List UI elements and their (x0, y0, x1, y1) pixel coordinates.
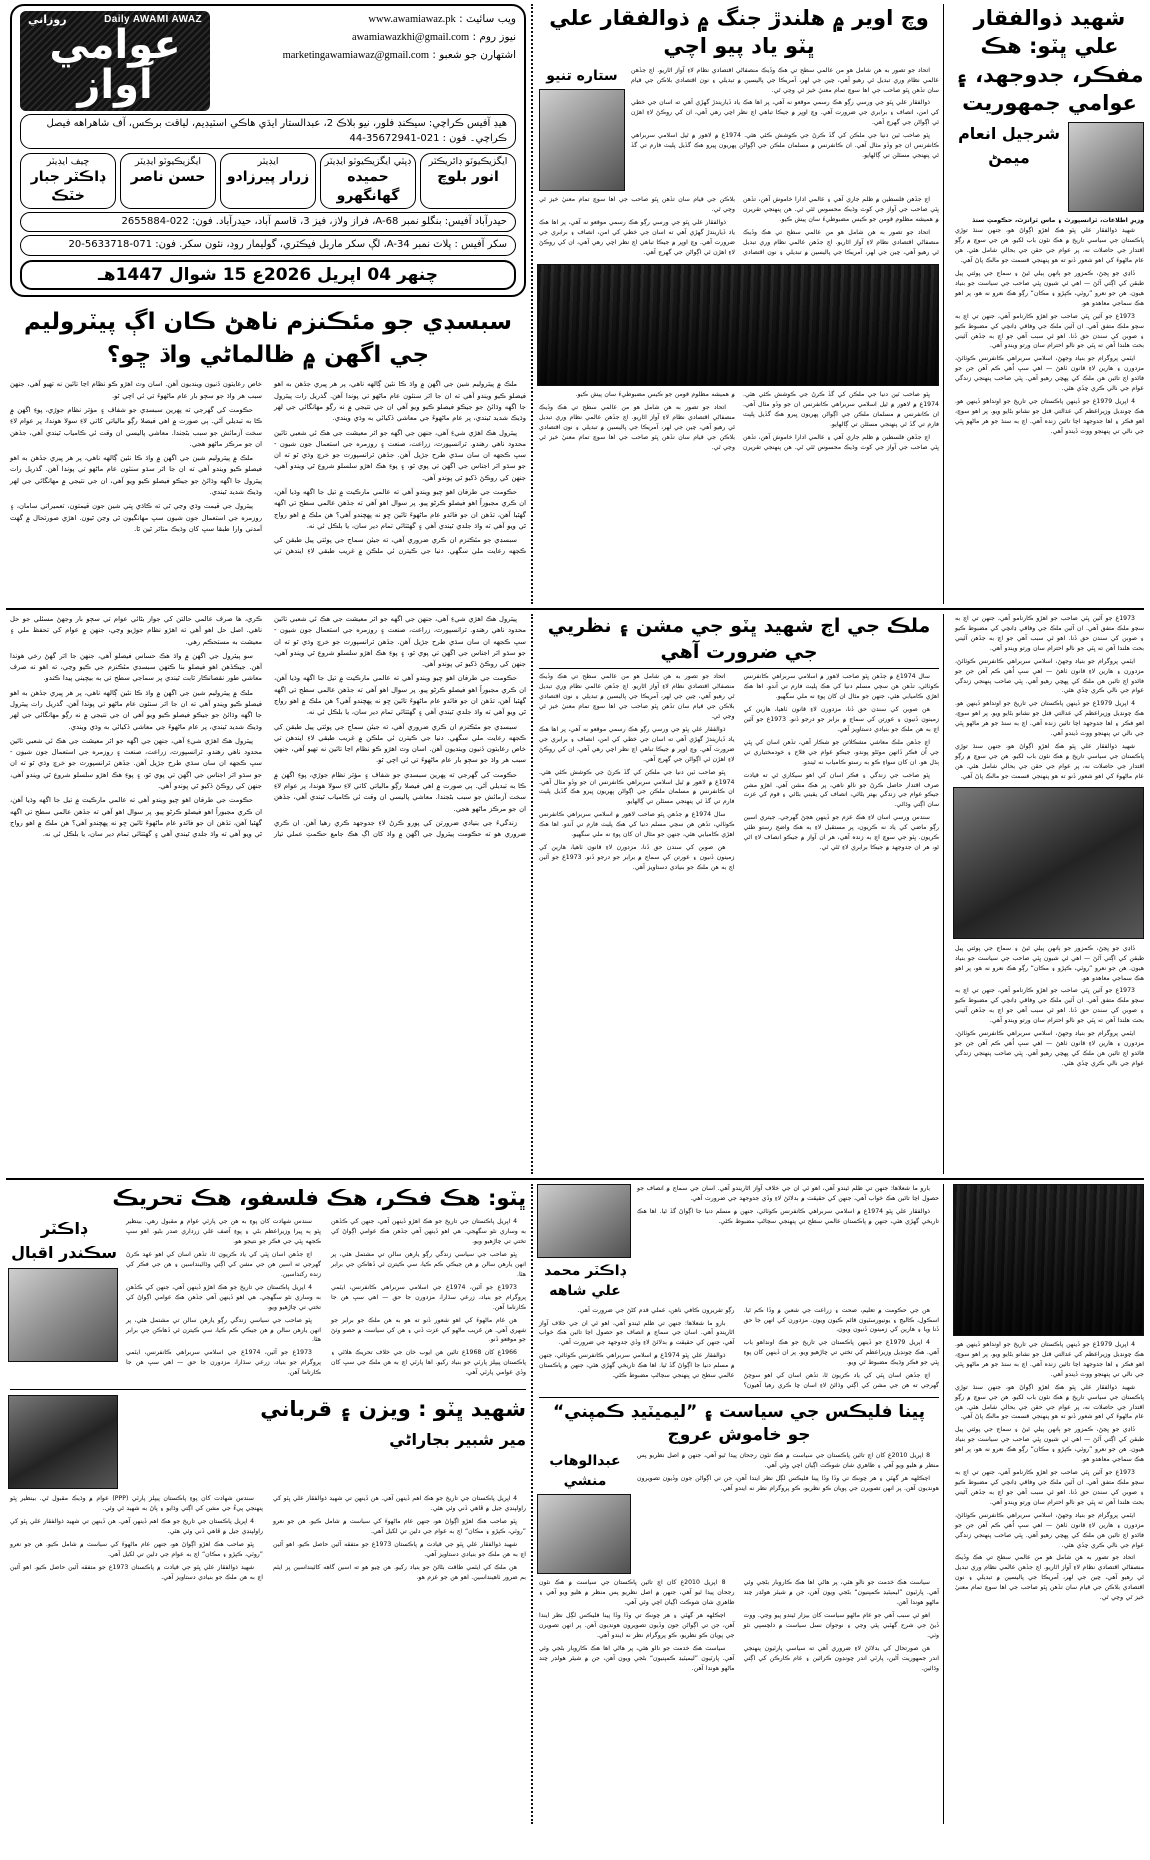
masthead (10, 4, 526, 297)
rule-vertical (943, 4, 945, 604)
article-left-1-author-title: وزيرِ اطلاعات، ٽرانسپورٽ ۽ ماس ٽرانزٽ، حڪومتِ سنڌ (972, 217, 1144, 225)
article-bhutto-fikr-body: 4 اپريل پاڪستان جي تاريخ جو هڪ اهڙو ڏينهن آهي، جنهن کي ڪڏهن به وساري نٿو سگهجي. هي اهو ڏينهن آهي جڏهن هڪ عوامي اڳواڻ کي تختي تي چاڙهيو ويو. ڀٽو صاحب جي سياسي زندگي رڳو يارهن سالن تي مشتمل هئي، پر انهن يارهن سالن ۾ هن جيڪي ڪم ڪيا، سي ڪيترن ئي ڏهاڪن جي برابر هئا. 1973ع جو آئين، 1974ع جي اسلامي سربراهي ڪانفرنس، ايٽمي پروگرام جو بنياد، زرعي سڌارا، مزدورن جا حق — اهي سڀ هن جا ڪارناما آهن. هن عام ماڻهوءَ کي اهو شعور ڏنو ته هو به هن ملڪ جو برابر جو شهري آهي. هن غريب ماڻهو کي عزت ڏني ۽ هن کي سياست ۾ حصو وٺڻ جو موقعو ڏنو. 1966ع کان 1968ع تائين هن ايوب خان جي خلاف تحريڪ هلائي ۽ پاڪستان پيپلز پارٽي جو بنياد رکيو. اها پارٽي اڄ به هن ملڪ جي سڀ کان وڏي عوامي پارٽي آهي. سندس شهادت کان پوءِ به هن جي پارٽي عوام ۾ مقبول رهي. بينظير ڀٽو ٻه ڀيرا وزيراعظم بڻي ۽ پوءِ آصف علي زرداري صدر بڻيو. اهو سڀ ڪجهه ڀٽي جي فڪر جو نتيجو هو. اڄ جڏهن اسان ڀٽي کي ياد ڪريون ٿا، تڏهن اسان کي اهو عهد ڪرڻ گهرجي ته اسين هن جي مشن کي اڳتي وڌائينداسين ۽ هن جي فڪر کي زنده رکنداسين. 4 اپريل پاڪستان جي تاريخ جو هڪ اهڙو ڏينهن آهي، جنهن کي ڪڏهن به وساري نٿو سگهجي. هي اهو ڏينهن آهي جڏهن هڪ عوامي اڳواڻ کي تختي تي چاڙهيو ويو. ڀٽو صاحب جي سياسي زندگي رڳو يارهن سالن تي مشتمل هئي، پر انهن يارهن سالن ۾ هن جيڪي ڪم ڪيا، سي ڪيترن ئي ڏهاڪن جي برابر هئا. 1973ع جو آئين، 1974ع جي اسلامي سربراهي ڪانفرنس، ايٽمي پروگرام جو بنياد، زرعي سڌارا، مزدورن جا حق — اهي سڀ هن جا ڪارناما آهن. (126, 1218, 526, 1377)
masthead-contacts: ويب سائيٽ : www.awamiawaz.pk نيوز روم : awamiawazkhi@gmail.com اشتهارن جو شعبو : marketingawamiawaz@gmail.com (218, 11, 516, 64)
column-lead-cont (6, 614, 526, 1174)
address-sukkur: سکر آفيس : پلاٽ نمبر A-34، لڳ سکر ماربل فيڪٽري، گوليمار روڊ، نئون سکر. فون: 071-5633718-20 (20, 235, 516, 256)
author-photo-bajarani (8, 1395, 118, 1489)
article-shaheed-qurbani-body: 4 اپريل پاڪستان جي تاريخ جو هڪ اهم ڏينهن آهي. هن ڏينهن تي شهيد ذوالفقار علي ڀٽو کي راولپنڊي جيل ۾ ڦاهي ڏني وئي هئي. ڀٽو صاحب هڪ اهڙو اڳواڻ هو، جنهن عام ماڻهوءَ کي سياست ۾ شامل ڪيو. هن جو نعرو ”روٽي، ڪپڙو ۽ مڪان“ اڄ به عوام جي دلين تي لکيل آهي. شهيد ذوالفقار علي ڀٽو جي قيادت ۾ پاڪستان 1973ع جو متفقه آئين حاصل ڪيو. اهو آئين اڄ به هن ملڪ جو بنيادي دستاويز آهي. هن ملڪ کي ايٽمي طاقت بڻائڻ جو بنياد رکيو. هن چيو هو ته اسين گاهه کائينداسين پر ايٽم بم ضرور ٺاهينداسين. اهو هن جو عزم هو. سندس شهادت کان پوءِ پاڪستان پيپلز پارٽي (PPP) عوام ۾ وڌيڪ مقبول ٿي. بينظير ڀٽو پنهنجي پيءُ جي مشن کي اڳتي وڌايو ۽ پاڻ به شهيد ٿي وئي. 4 اپريل پاڪستان جي تاريخ جو هڪ اهم ڏينهن آهي. هن ڏينهن تي شهيد ذوالفقار علي ڀٽو کي راولپنڊي جيل ۾ ڦاهي ڏني وئي هئي. ڀٽو صاحب هڪ اهڙو اڳواڻ هو، جنهن عام ماڻهوءَ کي سياست ۾ شامل ڪيو. هن جو نعرو ”روٽي، ڪپڙو ۽ مڪان“ اڄ به عوام جي دلين تي لکيل آهي. شهيد ذوالفقار علي ڀٽو جي قيادت ۾ پاڪستان 1973ع جو متفقه آئين حاصل ڪيو. اهو آئين اڄ به هن ملڪ جو بنيادي دستاويز آهي. (10, 1495, 526, 1581)
column-right-low (6, 1184, 526, 1824)
rule-vertical-3 (943, 1184, 945, 1824)
column-mid-left (539, 614, 939, 1174)
article-dr-ali-shah-author: ڊاڪٽر محمد علي شاهه (544, 1263, 626, 1300)
author-photo-ali-shah (537, 1184, 631, 1258)
photo-rally-crowd (953, 1184, 1144, 1336)
article-pfizer-headline: پينا فليڪس جي سياست ۽ ”ليميٽيڊ ڪمپني“ جو خاموش عروج (552, 1401, 926, 1445)
rule-dotted (531, 4, 534, 604)
editor-exec-director: ايگزيڪيوٽو ڊائريڪٽر انور بلوچ (420, 153, 516, 209)
logo-english: Daily AWAMI AWAZ (104, 13, 202, 25)
editor-editor: ايڊيٽر زرار پيرزادو (220, 153, 316, 209)
rule-dotted-2 (531, 614, 534, 1174)
article-left-1-author: شرجيل انعام ميمڻ (958, 124, 1060, 167)
article-left-1-body-cont2: ڏاڍي جو ڀڃڻ، ڪمزور جو ٻانهن ٻيلي ٿيڻ ۽ سماج جي پوئتي پيل طبقن کي اڳتي آڻڻ — اهي ئي شيون ڀٽي صاحب جي سياست جو بنياد هيون. هن جو نعرو ”روٽي، ڪپڙو ۽ مڪان“ رڳو هڪ نعرو نه هو، پر اهو هڪ سماجي معاهدو هو. 1973ع جو آئين ڀٽي صاحب جو اهڙو ڪارنامو آهي، جنهن تي اڄ به سڄو ملڪ متفق آهي. ان آئين ملڪ جي وفاقي ڍانچي کي مضبوط ڪيو ۽ صوبن کي سندن حق ڏنا. اهو ئي سبب آهي جو اڄ به جڏهن آئيني بحث هلندا آهن ته ڀٽي جو نالو احترام سان ورتو ويندو آهي. ايٽمي پروگرام جو بنياد وجهڻ، اسلامي سربراهي ڪانفرنس ڪوٺائڻ، مزدورن ۽ هارين لاءِ قانون ٺاهڻ — اهي سڀ اُهي ڪم آهن جن جو فائدو اڄ تائين هن ملڪ کي پهچي رهيو آهي. ڀٽي صاحب پنهنجي زندگي عوام جي نالي ڪري ڇڏي هئي. (955, 944, 1144, 1067)
article-dr-ali-shah-lead: بارو ما شعلاها: جنهن تي ظلم ٿيندو آهي، اهو ئي ان جي خلاف آواز اٿاريندو آهي. اسان جي سماج ۾ انصاف جو حصول اڃا تائين هڪ خواب آهي، جنهن کي حقيقت ۾ بدلائڻ لاءِ وڏي جدوجهد جي ضرورت آهي. ذوالفقار علي ڀٽو 1974ع ۾ اسلامي سربراهي ڪانفرنس ڪوٺائي، جنهن ۾ مسلم دنيا جا اڳواڻ گڏ ٿيا. اها هڪ تاريخي گهڙي هئي، جنهن ۾ پاڪستان عالمي سطح تي پنهنجي سڃاڻپ مضبوط ڪئي. (637, 1185, 939, 1225)
divider-top-band (6, 608, 1144, 610)
column-dr-ali-shah (539, 1184, 939, 1824)
author-photo-sikandar-iqbal (8, 1268, 118, 1362)
contact-value-news[interactable]: awamiawazkhi@gmail.com (351, 31, 470, 43)
editor-exec-editor: ايگزيڪيوٽو ايڊيٽر حسن ناصر (120, 153, 216, 209)
masthead-logo (20, 11, 210, 111)
article-shaheed-qurbani-author: مير شبير بجاراڻي (389, 1429, 526, 1449)
editor-deputy-exec: ڊپٽي ايگزيڪيوٽو ايڊيٽر حميده گهانگهرو (320, 153, 416, 209)
editor-chief: چيف ايڊيٽر ڊاڪٽر جبار خٽڪ (20, 153, 116, 209)
rule-dotted-3 (531, 1184, 534, 1824)
lead-body-cont: پيٽرول هڪ اهڙي شيءِ آهي، جنهن جي اگهه جو اثر معيشت جي هڪ ئي شعبي تائين محدود ناهي رهندو. ٽرانسپورٽ، زراعت، صنعت ۽ روزمره جي استعمال جون شيون - سڀ ڪجهه ان سان سڌي طرح جڙيل آهن. جڏهن ٽرانسپورٽ جو خرچ وڌي ٿو ته ان جو سڌو اثر اجناس جي اگهن تي پوي ٿو، ۽ پوءِ هڪ اهڙو سلسلو شروع ٿي ويندو آهي، جنهن کي روڪڻ ڏکيو ٿي پوندو آهي. حڪومت جي طرفان اهو چيو ويندو آهي ته عالمي مارڪيٽ ۾ تيل جا اگهه وڌيا آهن، ان ڪري مجبوراً اهو فيصلو ڪرڻو پيو. پر سوال اهو آهي ته جڏهن عالمي سطح تي اگهه گهٽبا آهن، تڏهن ان جو فائدو عام ماڻهوءَ تائين ڇو نه پهچندو آهي؟ هن ملڪ ۾ اهو رواج ٿي ويو آهي ته واڌ جلدي ٿيندي آهي ۽ گهٽتائي تمام دير سان، يا بلڪل ئي نه. سبسڊي جو مئڪنزم ان ڪري ضروري آهي، ته جيئن سماج جي پوئتي پيل طبقن کي ڪجهه رعايت ملي سگهي. دنيا جي ڪيترن ئي ملڪن ۾ غريب طبقي لاءِ ايندھن تي خاص رعايتون ڏنيون وينديون آهن. اسان وٽ اهڙو ڪو نظام اڃا تائين نه ٺهيو آهي، جنهن سبب هر واڌ جو سڄو بار عام ماڻهوءَ تي ئي اچي ٿو. حڪومت کي گهرجي ته پهرين سبسڊي جو شفاف ۽ مؤثر نظام جوڙي، پوءِ اگهن ۾ ڪا به تبديلي آڻي. ٻي صورت ۾ اهي فيصلا رڳو مالياتي کاتي لاءِ سولا هوندا، پر عوام لاءِ سخت آزمائش جو سبب بڻجندا. معاشي پاليسي ان وقت ئي ڪامياب ٿيندي آهي، جڏهن ان جو مرڪز ماڻهو هجي. زندگيءَ جي بنيادي ضرورتن کي پورو ڪرڻ لاءِ جدوجهد ڪري رهيا آهن. ان ڪري ضروري هو ته حڪومت پيٽرول جي اگهن ۾ واڌ کان اڳ هڪ جامع حڪمتِ عملي تيار ڪري، ها صرف عالمي حالتن کي جواز بڻائي عوام تي سڄو بار وجهڻ مسئلي جو حل ناهي. اصل حل اهو آهي ته اهڙو نظام جوڙيو وڃي، جنهن ۾ عوام کي تحفظ ملي ۽ معيشت به مستحڪم رهي. سو پيٽرول جي اگهن ۾ واڌ هڪ حساس فيصلو آهي، جنهن جا اثر گهڻ رخي هوندا آهن. جيڪڏهن اهو فيصلو بنا ڪنهن سبسڊي مئڪنزم جي ڪيو وڃي، ته اهو نه صرف معاشي طور نقصانڪار ثابت ٿيندي پر سماجي سطح تي به بيچيني پيدا ڪندو. ملڪ ۾ پيٽروليم شين جي اگهن ۾ واڌ ڪا نئين ڳالهه ناهي، پر هر ڀيري جڏهن به اهو فيصلو ڪيو ويندو آهي ته ان جا اثر سنئون عام ماڻهو تي پوندا آهن. گذريل رات پيٽرول جا اگهه وڌائڻ جو جيڪو فيصلو ڪيو ويو آهي ان جي نتيجي ۾ نه رڳو مهانگائي جي لهر وڌيڪ شديد ٿيندي، پر عام ماڻهوءَ جي معاشي ڏکيائي به وڌي ويندي. پيٽرول هڪ اهڙي شيءِ آهي، جنهن جي اگهه جو اثر معيشت جي هڪ ئي شعبي تائين محدود ناهي رهندو. ٽرانسپورٽ، زراعت، صنعت ۽ روزمره جي استعمال جون شيون - سڀ ڪجهه ان سان سڌي طرح جڙيل آهن. جڏهن ٽرانسپورٽ جو خرچ وڌي ٿو ته ان جو سڌو اثر اجناس جي اگهن تي پوي ٿو، ۽ پوءِ هڪ اهڙو سلسلو شروع ٿي ويندو آهي، جنهن کي روڪڻ ڏکيو ٿي پوندو آهي. حڪومت جي طرفان اهو چيو ويندو آهي ته عالمي مارڪيٽ ۾ تيل جا اگهه وڌيا آهن، ان ڪري مجبوراً اهو فيصلو ڪرڻو پيو. پر سوال اهو آهي ته جڏهن عالمي سطح تي اگهه گهٽبا آهن، تڏهن ان جو فائدو عام ماڻهوءَ تائين ڇو نه پهچندو آهي؟ هن ملڪ ۾ اهو رواج ٿي ويو آهي ته واڌ جلدي ٿيندي آهي ۽ گهٽتائي تمام دير سان، يا بلڪل ئي نه. (10, 615, 526, 839)
divider-mid-band (6, 1178, 1144, 1180)
column-far-left-mid (949, 614, 1144, 1174)
divider-pfizer (539, 1397, 939, 1398)
article-left-2-body-c: ڀٽو صاحب ٽين دنيا جي ملڪن کي گڏ ڪرڻ جي ڪوشش ڪئي هئي. 1974ع ۾ لاهور ۾ ٿيل اسلامي سربراهي ڪانفرنس ان جو وڏو مثال آهي. ان ڪانفرنس ۾ مسلمان ملڪن جي اڳواڻن پهريون ڀيرو هڪ گڏيل پليٽ فارم تي گڏ ٿي پنهنجي مسئلن تي ڳالهايو. اڄ جڏهن فلسطين ۾ ظلم جاري آهي ۽ عالمي ادارا خاموش آهن، تڏهن ڀٽي صاحب جي آواز جي کوٽ وڌيڪ محسوس ٿئي ٿي. هن پنهنجي تقريرن ۾ هميشه مظلوم قومن جو ڪيس مضبوطيءَ سان پيش ڪيو. اتحاد جو تصور به هن شامل هو من عالمي سطح تي هڪ وڏيڪ منصفاڻي اقتصادي نظام لاءِ آواز اٿاريو. اڄ جڏهن عالمي نظام وري تبديل ٿي رهيو آهي، چين جي لهر، آمريڪا جي پاليسين ۾ تبديلي ۽ نون اقتصادي بلاڪن جي قيام سان تڏهن ڀٽو صاحب جي اها سوچ تمام معنيٰ خيز ٿي وڃي ٿي. (539, 391, 939, 451)
lead-body: ملڪ ۾ پيٽروليم شين جي اگهن ۾ واڌ ڪا نئين ڳالهه ناهي، پر هر ڀيري جڏهن به اهو فيصلو ڪيو ويندو آهي ته ان جا اثر سنئون عام ماڻهو تي پوندا آهن. گذريل رات پيٽرول جا اگهه وڌائڻ جو جيڪو فيصلو ڪيو ويو آهي ان جي نتيجي ۾ نه رڳو مهانگائي جي لهر وڌيڪ شديد ٿيندي، پر عام ماڻهوءَ جي معاشي ڏکيائي به وڌي ويندي. پيٽرول هڪ اهڙي شيءِ آهي، جنهن جي اگهه جو اثر معيشت جي هڪ ئي شعبي تائين محدود ناهي رهندو. ٽرانسپورٽ، زراعت، صنعت ۽ روزمره جي استعمال جون شيون - سڀ ڪجهه ان سان سڌي طرح جڙيل آهن. جڏهن ٽرانسپورٽ جو خرچ وڌي ٿو ته ان جو سڌو اثر اجناس جي اگهن تي پوي ٿو، ۽ پوءِ هڪ اهڙو سلسلو شروع ٿي ويندو آهي، جنهن کي روڪڻ ڏکيو ٿي پوندو آهي. حڪومت جي طرفان اهو چيو ويندو آهي ته عالمي مارڪيٽ ۾ تيل جا اگهه وڌيا آهن، ان ڪري مجبوراً اهو فيصلو ڪرڻو پيو. پر سوال اهو آهي ته جڏهن عالمي سطح تي اگهه گهٽبا آهن، تڏهن ان جو فائدو عام ماڻهوءَ تائين ڇو نه پهچندو آهي؟ هن ملڪ ۾ اهو رواج ٿي ويو آهي ته واڌ جلدي ٿيندي آهي ۽ گهٽتائي تمام دير سان، يا بلڪل ئي نه. سبسڊي جو مئڪنزم ان ڪري ضروري آهي، ته جيئن سماج جي پوئتي پيل طبقن کي ڪجهه رعايت ملي سگهي. دنيا جي ڪيترن ئي ملڪن ۾ غريب طبقي لاءِ ايندھن تي خاص رعايتون ڏنيون وينديون آهن. اسان وٽ اهڙو ڪو نظام اڃا تائين نه ٺهيو آهي، جنهن سبب هر واڌ جو سڄو بار عام ماڻهوءَ تي ئي اچي ٿو. حڪومت کي گهرجي ته پهرين سبسڊي جو شفاف ۽ مؤثر نظام جوڙي، پوءِ اگهن ۾ ڪا به تبديلي آڻي. ٻي صورت ۾ اهي فيصلا رڳو مالياتي کاتي لاءِ سولا هوندا، پر عوام لاءِ سخت آزمائش جو سبب بڻجندا. معاشي پاليسي ان وقت ئي ڪامياب ٿيندي آهي، جڏهن ان جو مرڪز ماڻهو هجي. ملڪ ۾ پيٽروليم شين جي اگهن ۾ واڌ ڪا نئين ڳالهه ناهي، پر هر ڀيري جڏهن به اهو فيصلو ڪيو ويندو آهي ته ان جا اثر سڌو سنئون عام ماڻهو تي پوندا آهن. گذريل رات پيٽرول جا اگهه وڌائڻ جو جيڪو فيصلو ڪيو ويو آهي، ان جي نتيجي ۾ مهانگائي جي لهر وڌيڪ شديد ٿيندي. پيٽرول جي قيمت وڌي وڃي ٿي ته ڪاڌي ڀتي شين جون قيمتون، تعميراتي سامان، ۽ روزمره جي استعمال جون شيون سڀ مهانگيون ٿي وڃن ٿيون. اهڙي صورتحال ۾ گهٽ آمدني وارا طبقا سڀ کان وڌيڪ متاثر ٿين ٿا. (10, 380, 526, 556)
article-dr-ali-shah-body: هن جي حڪومت ۾ تعليم، صحت ۽ زراعت جي شعبن ۾ وڏا ڪم ٿيا. اسڪول، ڪاليج ۽ يونيورسٽيون قائم ڪيون ويون. مزدورن کي انهن جا حق ڏنا ويا ۽ هارين کي زمينون ڏنيون ويون. 4 اپريل 1979ع جو ڏينهن پاڪستان جي تاريخ جو هڪ اونداهو باب آهي. هڪ چونڊيل وزيراعظم کي تختي تي چاڙهيو ويو. پر ان ڏينهن کان پوءِ ڀٽي جو فڪر وڌيڪ مضبوط ٿي ويو. اڄ جڏهن اسان ڀٽي کي ياد ڪريون ٿا، تڏهن اسان کي اهو سوچڻ گهرجي ته هن جي مشن کي اڳتي وڌائڻ لاءِ اسان ڇا ڪري رهيا آهيون؟ رڳو تقريرون ڪافي ناهن، عملي قدم کڻڻ جي ضرورت آهي. بارو ما شعلاها: جنهن تي ظلم ٿيندو آهي، اهو ئي ان جي خلاف آواز اٿاريندو آهي. اسان جي سماج ۾ انصاف جو حصول اڃا تائين هڪ خواب آهي، جنهن کي حقيقت ۾ بدلائڻ لاءِ وڏي جدوجهد جي ضرورت آهي. ذوالفقار علي ڀٽو 1974ع ۾ اسلامي سربراهي ڪانفرنس ڪوٺائي، جنهن ۾ مسلم دنيا جا اڳواڻ گڏ ٿيا. اها هڪ تاريخي گهڙي هئي، جنهن ۾ پاڪستان عالمي سطح تي پنهنجي سڃاڻپ مضبوط ڪئي. (539, 1306, 939, 1390)
author-photo-sitara (539, 89, 625, 191)
article-left-1-headline: شهيد ذوالفقار علي ڀٽو: هڪ مفڪر، جدوجهد، ۽ عوامي جمهوريت (955, 6, 1144, 116)
photo-conference-crowd (537, 264, 939, 386)
article-left-2-author: ستاره تنيو (546, 67, 618, 84)
article-bhutto-fikr-author: ڊاڪٽر سڪندر اقبال (11, 1219, 117, 1262)
author-photo-manshi (537, 1494, 631, 1574)
contact-label-web: ويب سائيٽ (465, 13, 516, 25)
article-pfizer-lead: 8 اپريل 2010ع کان اڄ تائين پاڪستان جي سياست ۾ هڪ نئون رجحان پيدا ٿيو آهي، جنهن ۾ اصل نظريو پس منظر ۾ هليو ويو آهي ۽ ظاهري شان شوڪت اڳيان اچي وئي آهي. اڄڪلهه هر گهٽي ۽ هر چونڪ تي وڏا وڏا پينا فليڪس لڳل نظر ايندا آهن، جن تي اڳواڻن جون وڏيون تصويرون هونديون آهن. پر انهن تصويرن جي پويان ڪو نظريو، ڪو پروگرام نظر نه ايندو آهي. (637, 1451, 939, 1492)
address-hyderabad: حيدرآباد آفيس: بنگلو نمبر A-68، فراز ولاز، فيز 3، قاسم آباد، حيدرآباد. فون: 022-2655884 (20, 212, 516, 233)
divider-shaheed-qurbani (10, 1389, 526, 1390)
article-left-1-body-cont: 1973ع جو آئين ڀٽي صاحب جو اهڙو ڪارنامو آهي، جنهن تي اڄ به سڄو ملڪ متفق آهي. ان آئين ملڪ جي وفاقي ڍانچي کي مضبوط ڪيو ۽ صوبن کي سندن حق ڏنا. اهو ئي سبب آهي جو اڄ به جڏهن آئيني بحث هلندا آهن ته ڀٽي جو نالو احترام سان ورتو ويندو آهي. ايٽمي پروگرام جو بنياد وجهڻ، اسلامي سربراهي ڪانفرنس ڪوٺائڻ، مزدورن ۽ هارين لاءِ قانون ٺاهڻ — اهي سڀ اُهي ڪم آهن جن جو فائدو اڄ تائين هن ملڪ کي پهچي رهيو آهي. ڀٽي صاحب پنهنجي زندگي عوام جي نالي ڪري ڇڏي هئي. 4 اپريل 1979ع جو ڏينهن پاڪستان جي تاريخ جو اونداهو ڏينهن هو. هڪ چونڊيل وزيراعظم کي عدالتي قتل جو نشانو بڻايو ويو. پر اهو سوچ، اهو فڪر ۽ اها جدوجهد اڃا تائين زنده آهي. اڄ به سنڌ جو هر ماڻهو ڀٽي جي نالي تي پنهنجو ووٽ ڏيندو آهي. شهيد ذوالفقار علي ڀٽو هڪ اهڙو اڳواڻ هو، جنهن سنڌ توڙي پاڪستان جي سياسي تاريخ ۾ هڪ نئون باب لکيو. هن جي سوچ ۾ رڳو اقتدار جي حاصلات نه، پر عوام جي حقن جي بحالي شامل هئي. هن عام ماڻهوءَ کي اهو شعور ڏنو ته هو پنهنجي قسمت جو مالڪ پاڻ آهي. (955, 615, 1144, 780)
column-far-left-low (949, 1184, 1144, 1824)
photo-bhutto-portrait (953, 787, 1144, 939)
contact-value-web[interactable]: www.awamiawaz.pk (368, 14, 456, 25)
article-mid-left-body: سال 1974ع ۾ جڏهن ڀٽو صاحب لاهور ۾ اسلامي سربراهي ڪانفرنس ڪوٺائي، تڏهن هن سڄي مسلم دنيا کي هڪ پليٽ فارم تي آندو. اها هڪ اهڙي ڪاميابي هئي، جنهن جو مثال ان کان پوءِ نه ملي سگهيو. هن صوبن کي سندن حق ڏنا، مزدورن لاءِ قانون ٺاهيا، هارين کي زمينون ڏنيون ۽ عورتن کي سماج ۾ برابر جو درجو ڏنو. 1973ع جو آئين اڄ به هن ملڪ جو بنيادي دستاويز آهي. اڄ جڏهن ملڪ معاشي مشڪلاتن جو شڪار آهي، تڏهن اسان کي ڀٽي جي اُن فڪر ڏانهن موٽڻو پوندو، جيڪو عوام جي فلاح ۽ خودمختياري تي ٻڌل هو. ان کان سواءِ ڪو به رستو ڪامياب نه ٿيندو. ڀٽو صاحب جي زندگي ۽ فڪر اسان کي اهو سيکاري ٿي ته قيادت صرف اقتدار حاصل ڪرڻ جو نالو ناهي، پر هڪ مشن آهي. اهڙو مشن جيڪو عوام جي زندگي بهتر بڻائي، انصاف کي يقيني بڻائي ۽ قوم کي عزت سان اڳتي وڌائي. سندس ورسي اسان لاءِ هڪ عزم جو ڏينهن هجڻ گهرجي. جيتري اسين رڳو ماضي کي ياد نه ڪريون، پر مستقبل لاءِ به هڪ واضح رستو طئي ڪريون. ڀٽو جي سوچ اڄ به زنده آهي، هر ان آواز ۾ جيڪو انصاف لاءِ اٿي ٿو، هر ان جدوجهد ۾ جيڪا برابري لاءِ ٿئي ٿي. اتحاد جو تصور به هن شامل هو من عالمي سطح تي هڪ وڏيڪ منصفاڻي اقتصادي نظام لاءِ آواز اٿاريو. اڄ جڏهن عالمي نظام وري تبديل ٿي رهيو آهي، چين جي لهر، آمريڪا جي پاليسين ۾ تبديلي ۽ نون اقتصادي بلاڪن جي قيام سان تڏهن ڀٽو صاحب جي اها سوچ تمام معنيٰ خيز ٿي وڃي ٿي. ذوالفقار علي ڀٽو جي ورسي رڳو هڪ رسمي موقعو نه آهي، پر اها هڪ ياد ڏياريندڙ گهڙي آهي ته اسان جي خطي کي امن، انصاف ۽ برابري جي ضرورت آهي. وچ اوڀر ۾ جيڪا تباهي اڄ نظر اچي رهي آهي، ان کي روڪڻ لاءِ اهڙن ئي اڳواڻن جي گهرج آهي. ڀٽو صاحب ٽين دنيا جي ملڪن کي گڏ ڪرڻ جي ڪوشش ڪئي هئي. 1974ع ۾ لاهور ۾ ٿيل اسلامي سربراهي ڪانفرنس ان جو وڏو مثال آهي. ان ڪانفرنس ۾ مسلمان ملڪن جي اڳواڻن پهريون ڀيرو هڪ گڏيل پليٽ فارم تي گڏ ٿي پنهنجي مسئلن تي ڳالهايو. سال 1974ع ۾ جڏهن ڀٽو صاحب لاهور ۾ اسلامي سربراهي ڪانفرنس ڪوٺائي، تڏهن هن سڄي مسلم دنيا کي هڪ پليٽ فارم تي آندو. اها هڪ اهڙي ڪاميابي هئي، جنهن جو مثال ان کان پوءِ نه ملي سگهيو. هن صوبن کي سندن حق ڏنا، مزدورن لاءِ قانون ٺاهيا، هارين کي زمينون ڏنيون ۽ عورتن کي سماج ۾ برابر جو درجو ڏنو. 1973ع جو آئين اڄ به هن ملڪ جو بنيادي دستاويز آهي. (539, 673, 939, 871)
column-far-left (949, 4, 1144, 604)
editor-row (20, 153, 516, 209)
article-left-2-body-a: اتحاد جو تصور به هن شامل هو من عالمي سطح تي هڪ وڏيڪ منصفاڻي اقتصادي نظام لاءِ آواز اٿاريو. اڄ جڏهن عالمي نظام وري تبديل ٿي رهيو آهي، چين جي لهر، آمريڪا جي پاليسين ۾ تبديلي ۽ نون اقتصادي بلاڪن جي قيام سان تڏهن ڀٽو صاحب جي اها سوچ تمام معنيٰ خيز ٿي وڃي ٿي. ذوالفقار علي ڀٽو جي ورسي رڳو هڪ رسمي موقعو نه آهي، پر اها هڪ ياد ڏياريندڙ گهڙي آهي ته اسان جي خطي کي امن، انصاف ۽ برابري جي ضرورت آهي. وچ اوڀر ۾ جيڪا تباهي اڄ نظر اچي رهي آهي، ان کي روڪڻ لاءِ اهڙن ئي اڳواڻن جي گهرج آهي. ڀٽو صاحب ٽين دنيا جي ملڪن کي گڏ ڪرڻ جي ڪوشش ڪئي هئي. 1974ع ۾ لاهور ۾ ٿيل اسلامي سربراهي ڪانفرنس ان جو وڏو مثال آهي. ان ڪانفرنس ۾ مسلمان ملڪن جي اڳواڻن پهريون ڀيرو هڪ گڏيل پليٽ فارم تي گڏ ٿي پنهنجي مسئلن تي ڳالهايو. (631, 66, 939, 160)
contact-label-news: نيوز روم (479, 30, 516, 43)
rule-vertical-2 (943, 614, 945, 1174)
article-pfizer-author: عبدالوهاب منشي (549, 1452, 621, 1490)
contact-value-ads[interactable]: marketingawamiawaz@gmail.com (282, 49, 430, 61)
column-masthead-lead (6, 4, 526, 604)
column-second (539, 4, 939, 604)
article-bhutto-fikr-headline: ڀٽو: هڪ فڪر، هڪ فلسفو، هڪ تحريڪ (112, 1186, 526, 1210)
divider-mid-left (539, 668, 939, 669)
article-pfizer-body: سياست هڪ خدمت جو نالو هئي، پر هاڻي اها هڪ ڪاروبار بڻجي وئي آهي. پارٽيون ”ليميٽيڊ ڪمپنيون“ بڻجي ويون آهن، جن ۾ شيئر هولڊر چند ماڻهو هوندا آهن. اهو ئي سبب آهي جو عام ماڻهو سياست کان بيزار ٿيندو پيو وڃي. ووٽ ڏيڻ جي شرح گهٽبي پئي وڃي ۽ نوجوان نسل سياست ۾ دلچسپي نٿو وٺي. هن صورتحال کي بدلائڻ لاءِ ضروري آهي ته سياسي پارٽيون پنهنجي اندر جمهوريت آڻين، پارٽي اندر چونڊون ڪرائين ۽ عام ڪارڪن کي اڳتي وڌائين. 8 اپريل 2010ع کان اڄ تائين پاڪستان جي سياست ۾ هڪ نئون رجحان پيدا ٿيو آهي، جنهن ۾ اصل نظريو پس منظر ۾ هليو ويو آهي ۽ ظاهري شان شوڪت اڳيان اچي وئي آهي. اڄڪلهه هر گهٽي ۽ هر چونڪ تي وڏا وڏا پينا فليڪس لڳل نظر ايندا آهن، جن تي اڳواڻن جون وڏيون تصويرون هونديون آهن. پر انهن تصويرن جي پويان ڪو نظريو، ڪو پروگرام نظر نه ايندو آهي. سياست هڪ خدمت جو نالو هئي، پر هاڻي اها هڪ ڪاروبار بڻجي وئي آهي. پارٽيون ”ليميٽيڊ ڪمپنيون“ بڻجي ويون آهن، جن ۾ شيئر هولڊر چند ماڻهو هوندا آهن. (539, 1579, 939, 1672)
contact-label-ads: اشتهارن جو شعبو (439, 48, 516, 61)
article-shaheed-qurbani-headline: شهيد ڀٽو : ويزن ۽ قرباني (260, 1397, 526, 1422)
address-karachi: هيڊ آفيس ڪراچي: سيڪنڊ فلور، نيو بلاڪ 2، عبدالستار ايڌي هاڪي اسٽيڊيم، لياقت برڪس، آف شاهراهه فيصل ڪراچي۔ فون : 021-35672941-44 (20, 114, 516, 149)
logo-prefix: روزاني (28, 13, 67, 26)
article-left-2-headline: وچ اوير ۾ هلندڙ جنگ ۾ ذوالفقار علي ڀٽو ياد پيو اچي (549, 6, 929, 59)
lead-headline: سبسڊي جو مئڪنزم ناهڻ ڪان اڳ پيٽروليم جي اگهن ۾ ظالماڻي واڌ ڇو؟ (23, 308, 513, 369)
logo-sindhi: عوامي آواز (49, 22, 181, 108)
author-photo-sharjeel (1068, 122, 1144, 212)
date-line: چنھر 04 اپريل 2026ع 15 شوال 1447هـ (20, 260, 516, 290)
article-left-2-body-b: اڄ جڏهن فلسطين ۾ ظلم جاري آهي ۽ عالمي ادارا خاموش آهن، تڏهن ڀٽي صاحب جي آواز جي کوٽ وڌيڪ محسوس ٿئي ٿي. هن پنهنجي تقريرن ۾ هميشه مظلوم قومن جو ڪيس مضبوطيءَ سان پيش ڪيو. اتحاد جو تصور به هن شامل هو من عالمي سطح تي هڪ وڏيڪ منصفاڻي اقتصادي نظام لاءِ آواز اٿاريو. اڄ جڏهن عالمي نظام وري تبديل ٿي رهيو آهي، چين جي لهر، آمريڪا جي پاليسين ۾ تبديلي ۽ نون اقتصادي بلاڪن جي قيام سان تڏهن ڀٽو صاحب جي اها سوچ تمام معنيٰ خيز ٿي وڃي ٿي. ذوالفقار علي ڀٽو جي ورسي رڳو هڪ رسمي موقعو نه آهي، پر اها هڪ ياد ڏياريندڙ گهڙي آهي ته اسان جي خطي کي امن، انصاف ۽ برابري جي ضرورت آهي. وچ اوڀر ۾ جيڪا تباهي اڄ نظر اچي رهي آهي، ان کي روڪڻ لاءِ اهڙن ئي اڳواڻن جي گهرج آهي. (539, 195, 939, 256)
article-mid-left-headline: ملڪ جي اڄ شهيد ڀٽو جي مشن ۽ نظريي جي ضرورت آهي (547, 615, 931, 663)
article-left-1-body: شهيد ذوالفقار علي ڀٽو هڪ اهڙو اڳواڻ هو، جنهن سنڌ توڙي پاڪستان جي سياسي تاريخ ۾ هڪ نئون باب لکيو. هن جي سوچ ۾ رڳو اقتدار جي حاصلات نه، پر عوام جي حقن جي بحالي شامل هئي. هن عام ماڻهوءَ کي اهو شعور ڏنو ته هو پنهنجي قسمت جو مالڪ پاڻ آهي. ڏاڍي جو ڀڃڻ، ڪمزور جو ٻانهن ٻيلي ٿيڻ ۽ سماج جي پوئتي پيل طبقن کي اڳتي آڻڻ — اهي ئي شيون ڀٽي صاحب جي سياست جو بنياد هيون. هن جو نعرو ”روٽي، ڪپڙو ۽ مڪان“ رڳو هڪ نعرو نه هو، پر اهو هڪ سماجي معاهدو هو. 1973ع جو آئين ڀٽي صاحب جو اهڙو ڪارنامو آهي، جنهن تي اڄ به سڄو ملڪ متفق آهي. ان آئين ملڪ جي وفاقي ڍانچي کي مضبوط ڪيو ۽ صوبن کي سندن حق ڏنا. اهو ئي سبب آهي جو اڄ به جڏهن آئيني بحث هلندا آهن ته ڀٽي جو نالو احترام سان ورتو ويندو آهي. ايٽمي پروگرام جو بنياد وجهڻ، اسلامي سربراهي ڪانفرنس ڪوٺائڻ، مزدورن ۽ هارين لاءِ قانون ٺاهڻ — اهي سڀ اُهي ڪم آهن جن جو فائدو اڄ تائين هن ملڪ کي پهچي رهيو آهي. ڀٽي صاحب پنهنجي زندگي عوام جي نالي ڪري ڇڏي هئي. 4 اپريل 1979ع جو ڏينهن پاڪستان جي تاريخ جو اونداهو ڏينهن هو. هڪ چونڊيل وزيراعظم کي عدالتي قتل جو نشانو بڻايو ويو. پر اهو سوچ، اهو فڪر ۽ اها جدوجهد اڃا تائين زنده آهي. اڄ به سنڌ جو هر ماڻهو ڀٽي جي نالي تي پنهنجو ووٽ ڏيندو آهي. (955, 227, 1144, 435)
article-left-1-body-low: 4 اپريل 1979ع جو ڏينهن پاڪستان جي تاريخ جو اونداهو ڏينهن هو. هڪ چونڊيل وزيراعظم کي عدالتي قتل جو نشانو بڻايو ويو. پر اهو سوچ، اهو فڪر ۽ اها جدوجهد اڃا تائين زنده آهي. اڄ به سنڌ جو هر ماڻهو ڀٽي جي نالي تي پنهنجو ووٽ ڏيندو آهي. شهيد ذوالفقار علي ڀٽو هڪ اهڙو اڳواڻ هو، جنهن سنڌ توڙي پاڪستان جي سياسي تاريخ ۾ هڪ نئون باب لکيو. هن جي سوچ ۾ رڳو اقتدار جي حاصلات نه، پر عوام جي حقن جي بحالي شامل هئي. هن عام ماڻهوءَ کي اهو شعور ڏنو ته هو پنهنجي قسمت جو مالڪ پاڻ آهي. ڏاڍي جو ڀڃڻ، ڪمزور جو ٻانهن ٻيلي ٿيڻ ۽ سماج جي پوئتي پيل طبقن کي اڳتي آڻڻ — اهي ئي شيون ڀٽي صاحب جي سياست جو بنياد هيون. هن جو نعرو ”روٽي، ڪپڙو ۽ مڪان“ رڳو هڪ نعرو نه هو، پر اهو هڪ سماجي معاهدو هو. 1973ع جو آئين ڀٽي صاحب جو اهڙو ڪارنامو آهي، جنهن تي اڄ به سڄو ملڪ متفق آهي. ان آئين ملڪ جي وفاقي ڍانچي کي مضبوط ڪيو ۽ صوبن کي سندن حق ڏنا. اهو ئي سبب آهي جو اڄ به جڏهن آئيني بحث هلندا آهن ته ڀٽي جو نالو احترام سان ورتو ويندو آهي. ايٽمي پروگرام جو بنياد وجهڻ، اسلامي سربراهي ڪانفرنس ڪوٺائڻ، مزدورن ۽ هارين لاءِ قانون ٺاهڻ — اهي سڀ اُهي ڪم آهن جن جو فائدو اڄ تائين هن ملڪ کي پهچي رهيو آهي. ڀٽي صاحب پنهنجي زندگي عوام جي نالي ڪري ڇڏي هئي. اتحاد جو تصور به هن شامل هو من عالمي سطح تي هڪ وڏيڪ منصفاڻي اقتصادي نظام لاءِ آواز اٿاريو. اڄ جڏهن عالمي نظام وري تبديل ٿي رهيو آهي، چين جي لهر، آمريڪا جي پاليسين ۾ تبديلي ۽ نون اقتصادي بلاڪن جي قيام سان تڏهن ڀٽو صاحب جي اها سوچ تمام معنيٰ خيز ٿي وڃي ٿي. (955, 1341, 1144, 1602)
